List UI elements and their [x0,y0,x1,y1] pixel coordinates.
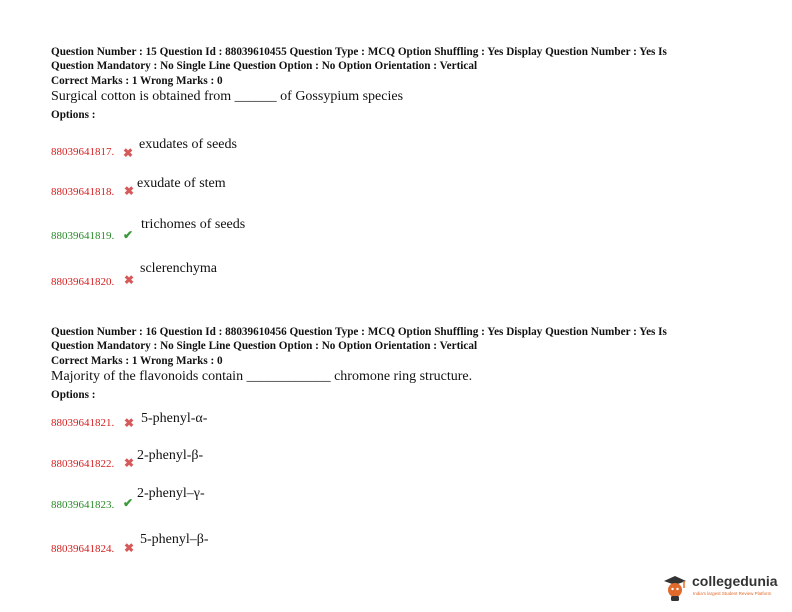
cross-icon: ✖ [124,456,135,470]
option-text: trichomes of seeds [141,217,246,232]
options-label: Options : [51,389,96,402]
question-meta-line2: Question Mandatory : No Single Line Question Option : No Option Orientation : Vertical [51,59,478,72]
question-15 [51,46,751,121]
cross-icon: ✖ [123,146,134,160]
option-text: 2-phenyl–γ- [137,486,205,501]
logo-tagline: India's largest Student Review Platform [693,591,772,596]
question-marks: Correct Marks : 1 Wrong Marks : 0 [51,75,223,88]
cross-icon: ✖ [124,416,135,430]
collegedunia-logo [660,570,784,604]
mascot-icon [660,572,690,602]
option-id: 88039641820. [51,276,115,288]
question-meta-line1: Question Number : 15 Question Id : 88039610455 Question Type : MCQ Option Shuffling : Yes Display Question Number : Yes Is [51,46,667,58]
question-16 [51,326,751,401]
check-icon: ✔ [123,228,134,242]
cross-icon: ✖ [124,541,135,555]
option-text: exudate of stem [137,176,226,191]
logo-name: collegedunia [692,573,778,589]
check-icon: ✔ [123,496,134,510]
question-meta-line1: Question Number : 16 Question Id : 88039610456 Question Type : MCQ Option Shuffling : Yes Display Question Number : Yes Is [51,326,667,338]
option-text: sclerenchyma [140,261,217,276]
option-text: 5-phenyl-α- [141,411,208,426]
option-id: 88039641817. [51,146,115,158]
question-text: Surgical cotton is obtained from ______ of Gossypium species [51,89,404,105]
option-id: 88039641821. [51,417,115,429]
cross-icon: ✖ [124,273,135,287]
question-marks: Correct Marks : 1 Wrong Marks : 0 [51,355,223,368]
question-text: Majority of the flavonoids contain ____________ chromone ring structure. [51,369,473,385]
cross-icon: ✖ [124,184,135,198]
option-id: 88039641818. [51,186,115,198]
option-id: 88039641822. [51,458,115,470]
option-id: 88039641824. [51,543,115,555]
options-label: Options : [51,109,96,122]
option-id: 88039641819. [51,230,115,242]
option-text: exudates of seeds [139,137,237,152]
option-text: 2-phenyl-β- [137,448,204,463]
question-meta-line2: Question Mandatory : No Single Line Question Option : No Option Orientation : Vertical [51,339,478,352]
option-id: 88039641823. [51,499,115,511]
option-text: 5-phenyl–β- [140,532,209,547]
